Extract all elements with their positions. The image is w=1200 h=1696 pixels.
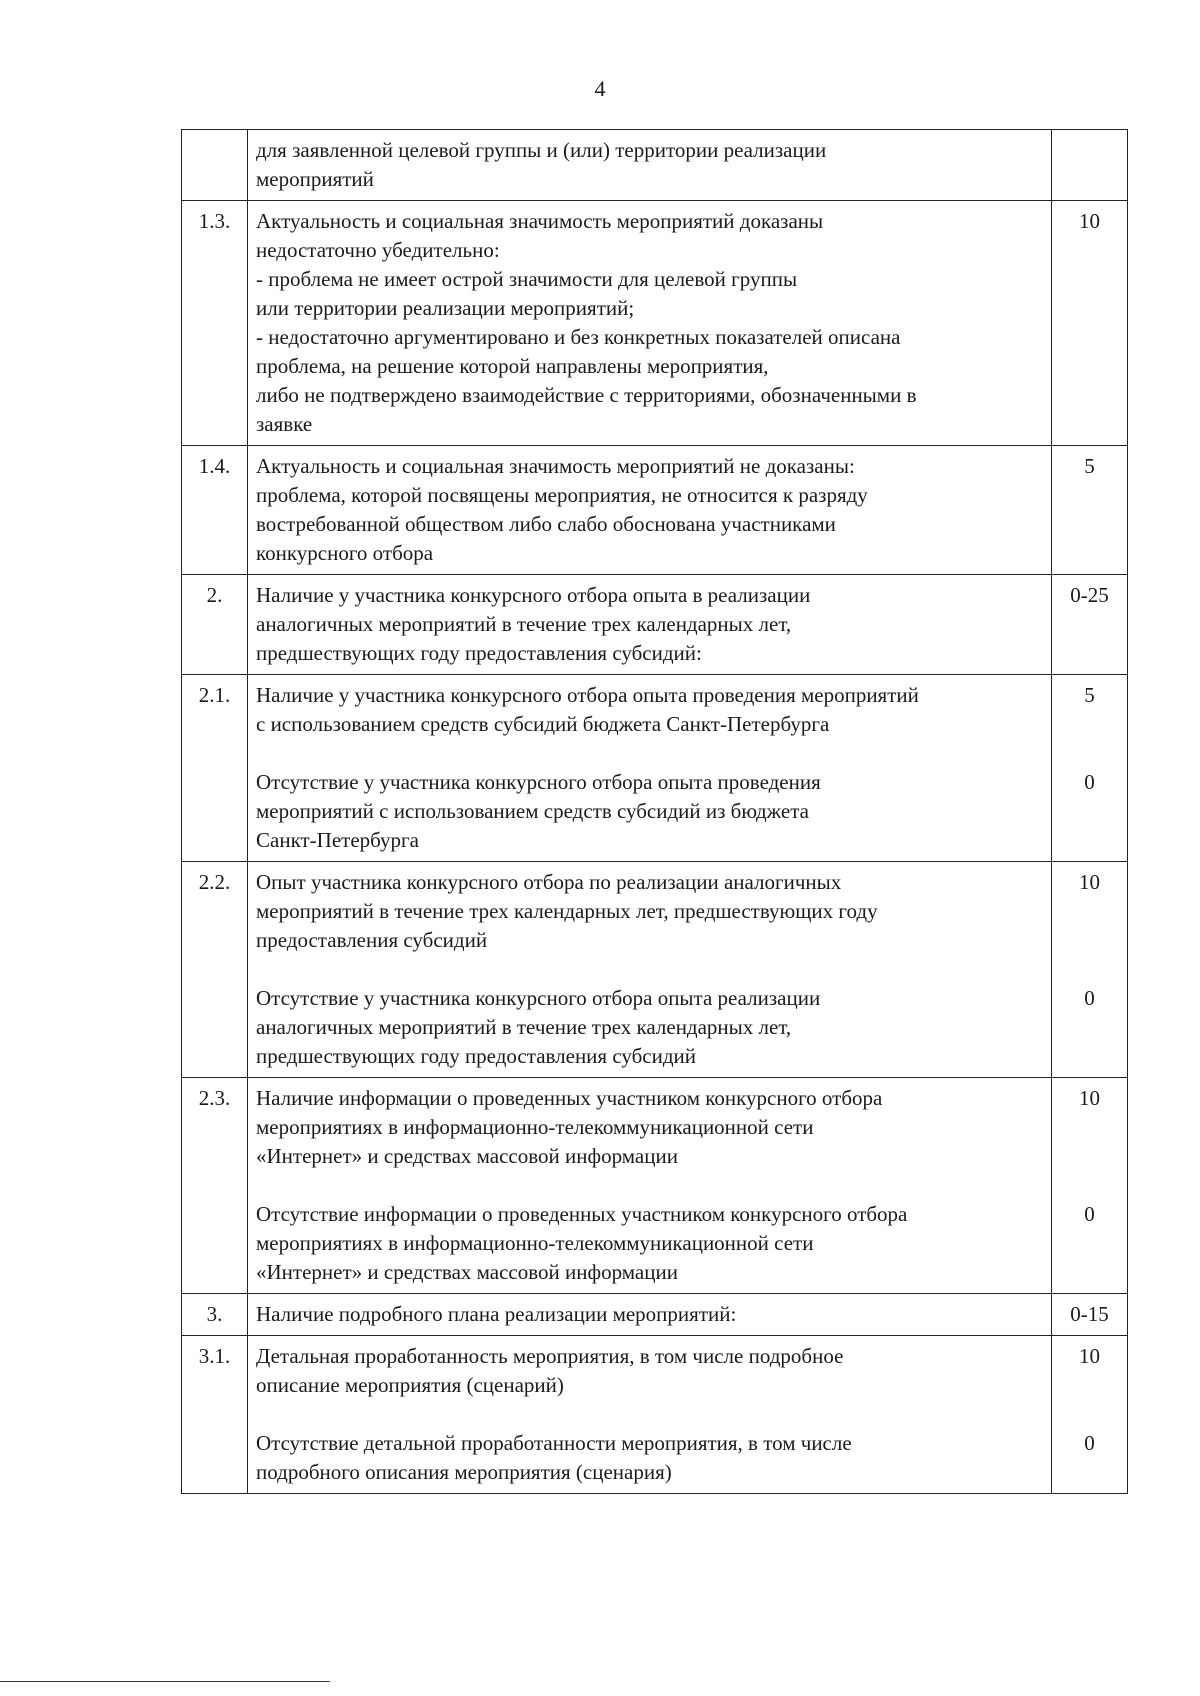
criterion-text [248, 862, 1052, 1078]
row-number: 2.2. [182, 862, 248, 1078]
text-line: для заявленной целевой группы и (или) территории реализации [256, 138, 827, 162]
criterion-text [248, 201, 1052, 446]
page-number: 4 [594, 76, 606, 101]
text-line: недостаточно убедительно: [256, 238, 500, 262]
criterion-text [248, 1078, 1052, 1294]
table-row [182, 675, 1128, 862]
table-row [182, 446, 1128, 575]
criterion-text [248, 1336, 1052, 1494]
table-row [182, 575, 1128, 675]
table-row [182, 862, 1128, 1078]
text-line: «Интернет» и средствах массовой информации [256, 1260, 678, 1284]
text-line: мероприятиях в информационно-телекоммуникационной сети [256, 1115, 814, 1139]
text-line: Наличие у участника конкурсного отбора опыта проведения мероприятий [256, 683, 919, 707]
text-line: востребованной обществом либо слабо обоснована участниками [256, 512, 836, 536]
text-line: проблема, на решение которой направлены мероприятия, [256, 354, 769, 378]
text-line: мероприятий [256, 167, 374, 191]
text-line: Актуальность и социальная значимость мероприятий доказаны [256, 209, 824, 233]
criterion-text [248, 1294, 1052, 1336]
criterion-text [248, 130, 1052, 201]
footnote-separator [0, 1681, 330, 1682]
text-line: мероприятиях в информационно-телекоммуникационной сети [256, 1231, 814, 1255]
row-number: 3.1. [182, 1336, 248, 1494]
row-number: 2.3. [182, 1078, 248, 1294]
text-line: аналогичных мероприятий в течение трех календарных лет, [256, 612, 792, 636]
text-line: - проблема не имеет острой значимости для целевой группы [256, 267, 798, 291]
text-line: проблема, которой посвящены мероприятия, не относится к разряду [256, 483, 868, 507]
score-cell: 0-25 [1052, 575, 1128, 675]
text-line: описание мероприятия (сценарий) [256, 1373, 564, 1397]
text-line: Отсутствие у участника конкурсного отбора опыта проведения [256, 770, 821, 794]
text-line: либо не подтверждено взаимодействие с территориями, обозначенными в [256, 383, 917, 407]
table-row [182, 1078, 1128, 1294]
text-line: Отсутствие информации о проведенных участником конкурсного отбора [256, 1202, 908, 1226]
text-line: предшествующих году предоставления субсидий: [256, 641, 702, 665]
score-cell [1052, 1336, 1128, 1494]
score-cell [1052, 1078, 1128, 1294]
score-value: 10 [1079, 1344, 1100, 1368]
score-value: 0 [1084, 1202, 1095, 1226]
table-row [182, 201, 1128, 446]
text-line: конкурсного отбора [256, 541, 434, 565]
text-line: Наличие у участника конкурсного отбора опыта в реализации [256, 583, 811, 607]
text-line: Отсутствие у участника конкурсного отбора опыта реализации [256, 986, 821, 1010]
table-row [182, 130, 1128, 201]
text-line: предшествующих году предоставления субсидий [256, 1044, 697, 1068]
table-row [182, 1336, 1128, 1494]
score-cell [1052, 675, 1128, 862]
row-number: 1.3. [182, 201, 248, 446]
row-number: 2. [182, 575, 248, 675]
text-line: Опыт участника конкурсного отбора по реализации аналогичных [256, 870, 842, 894]
score-value: 5 [1084, 683, 1095, 707]
row-number [182, 130, 248, 201]
text-line: предоставления субсидий [256, 928, 488, 952]
text-line: или территории реализации мероприятий; [256, 296, 635, 320]
text-line: аналогичных мероприятий в течение трех календарных лет, [256, 1015, 792, 1039]
text-line: «Интернет» и средствах массовой информации [256, 1144, 678, 1168]
text-line: Актуальность и социальная значимость мероприятий не доказаны: [256, 454, 855, 478]
score-cell [1052, 862, 1128, 1078]
text-line: Детальная проработанность мероприятия, в том числе подробное [256, 1344, 844, 1368]
row-number: 3. [182, 1294, 248, 1336]
row-number: 2.1. [182, 675, 248, 862]
text-line: Отсутствие детальной проработанности мероприятия, в том числе [256, 1431, 852, 1455]
score-value: 10 [1079, 870, 1100, 894]
score-cell: 5 [1052, 446, 1128, 575]
score-cell: 0-15 [1052, 1294, 1128, 1336]
text-line: Наличие подробного плана реализации мероприятий: [256, 1302, 737, 1326]
score-cell: 10 [1052, 201, 1128, 446]
criterion-text [248, 575, 1052, 675]
score-cell [1052, 130, 1128, 201]
text-line: Наличие информации о проведенных участником конкурсного отбора [256, 1086, 883, 1110]
text-line: заявке [256, 412, 313, 436]
score-value: 0 [1084, 1431, 1095, 1455]
score-value: 0 [1084, 770, 1095, 794]
text-line: мероприятий в течение трех календарных лет, предшествующих году [256, 899, 878, 923]
score-value: 10 [1079, 1086, 1100, 1110]
criterion-text [248, 446, 1052, 575]
text-line: - недостаточно аргументировано и без конкретных показателей описана [256, 325, 901, 349]
score-value: 0 [1084, 986, 1095, 1010]
text-line: подробного описания мероприятия (сценария) [256, 1460, 672, 1484]
table-row [182, 1294, 1128, 1336]
row-number: 1.4. [182, 446, 248, 575]
criterion-text [248, 675, 1052, 862]
criteria-table [181, 129, 1128, 1494]
text-line: мероприятий с использованием средств субсидий из бюджета [256, 799, 809, 823]
text-line: с использованием средств субсидий бюджета Санкт-Петербурга [256, 712, 830, 736]
text-line: Санкт-Петербурга [256, 828, 419, 852]
